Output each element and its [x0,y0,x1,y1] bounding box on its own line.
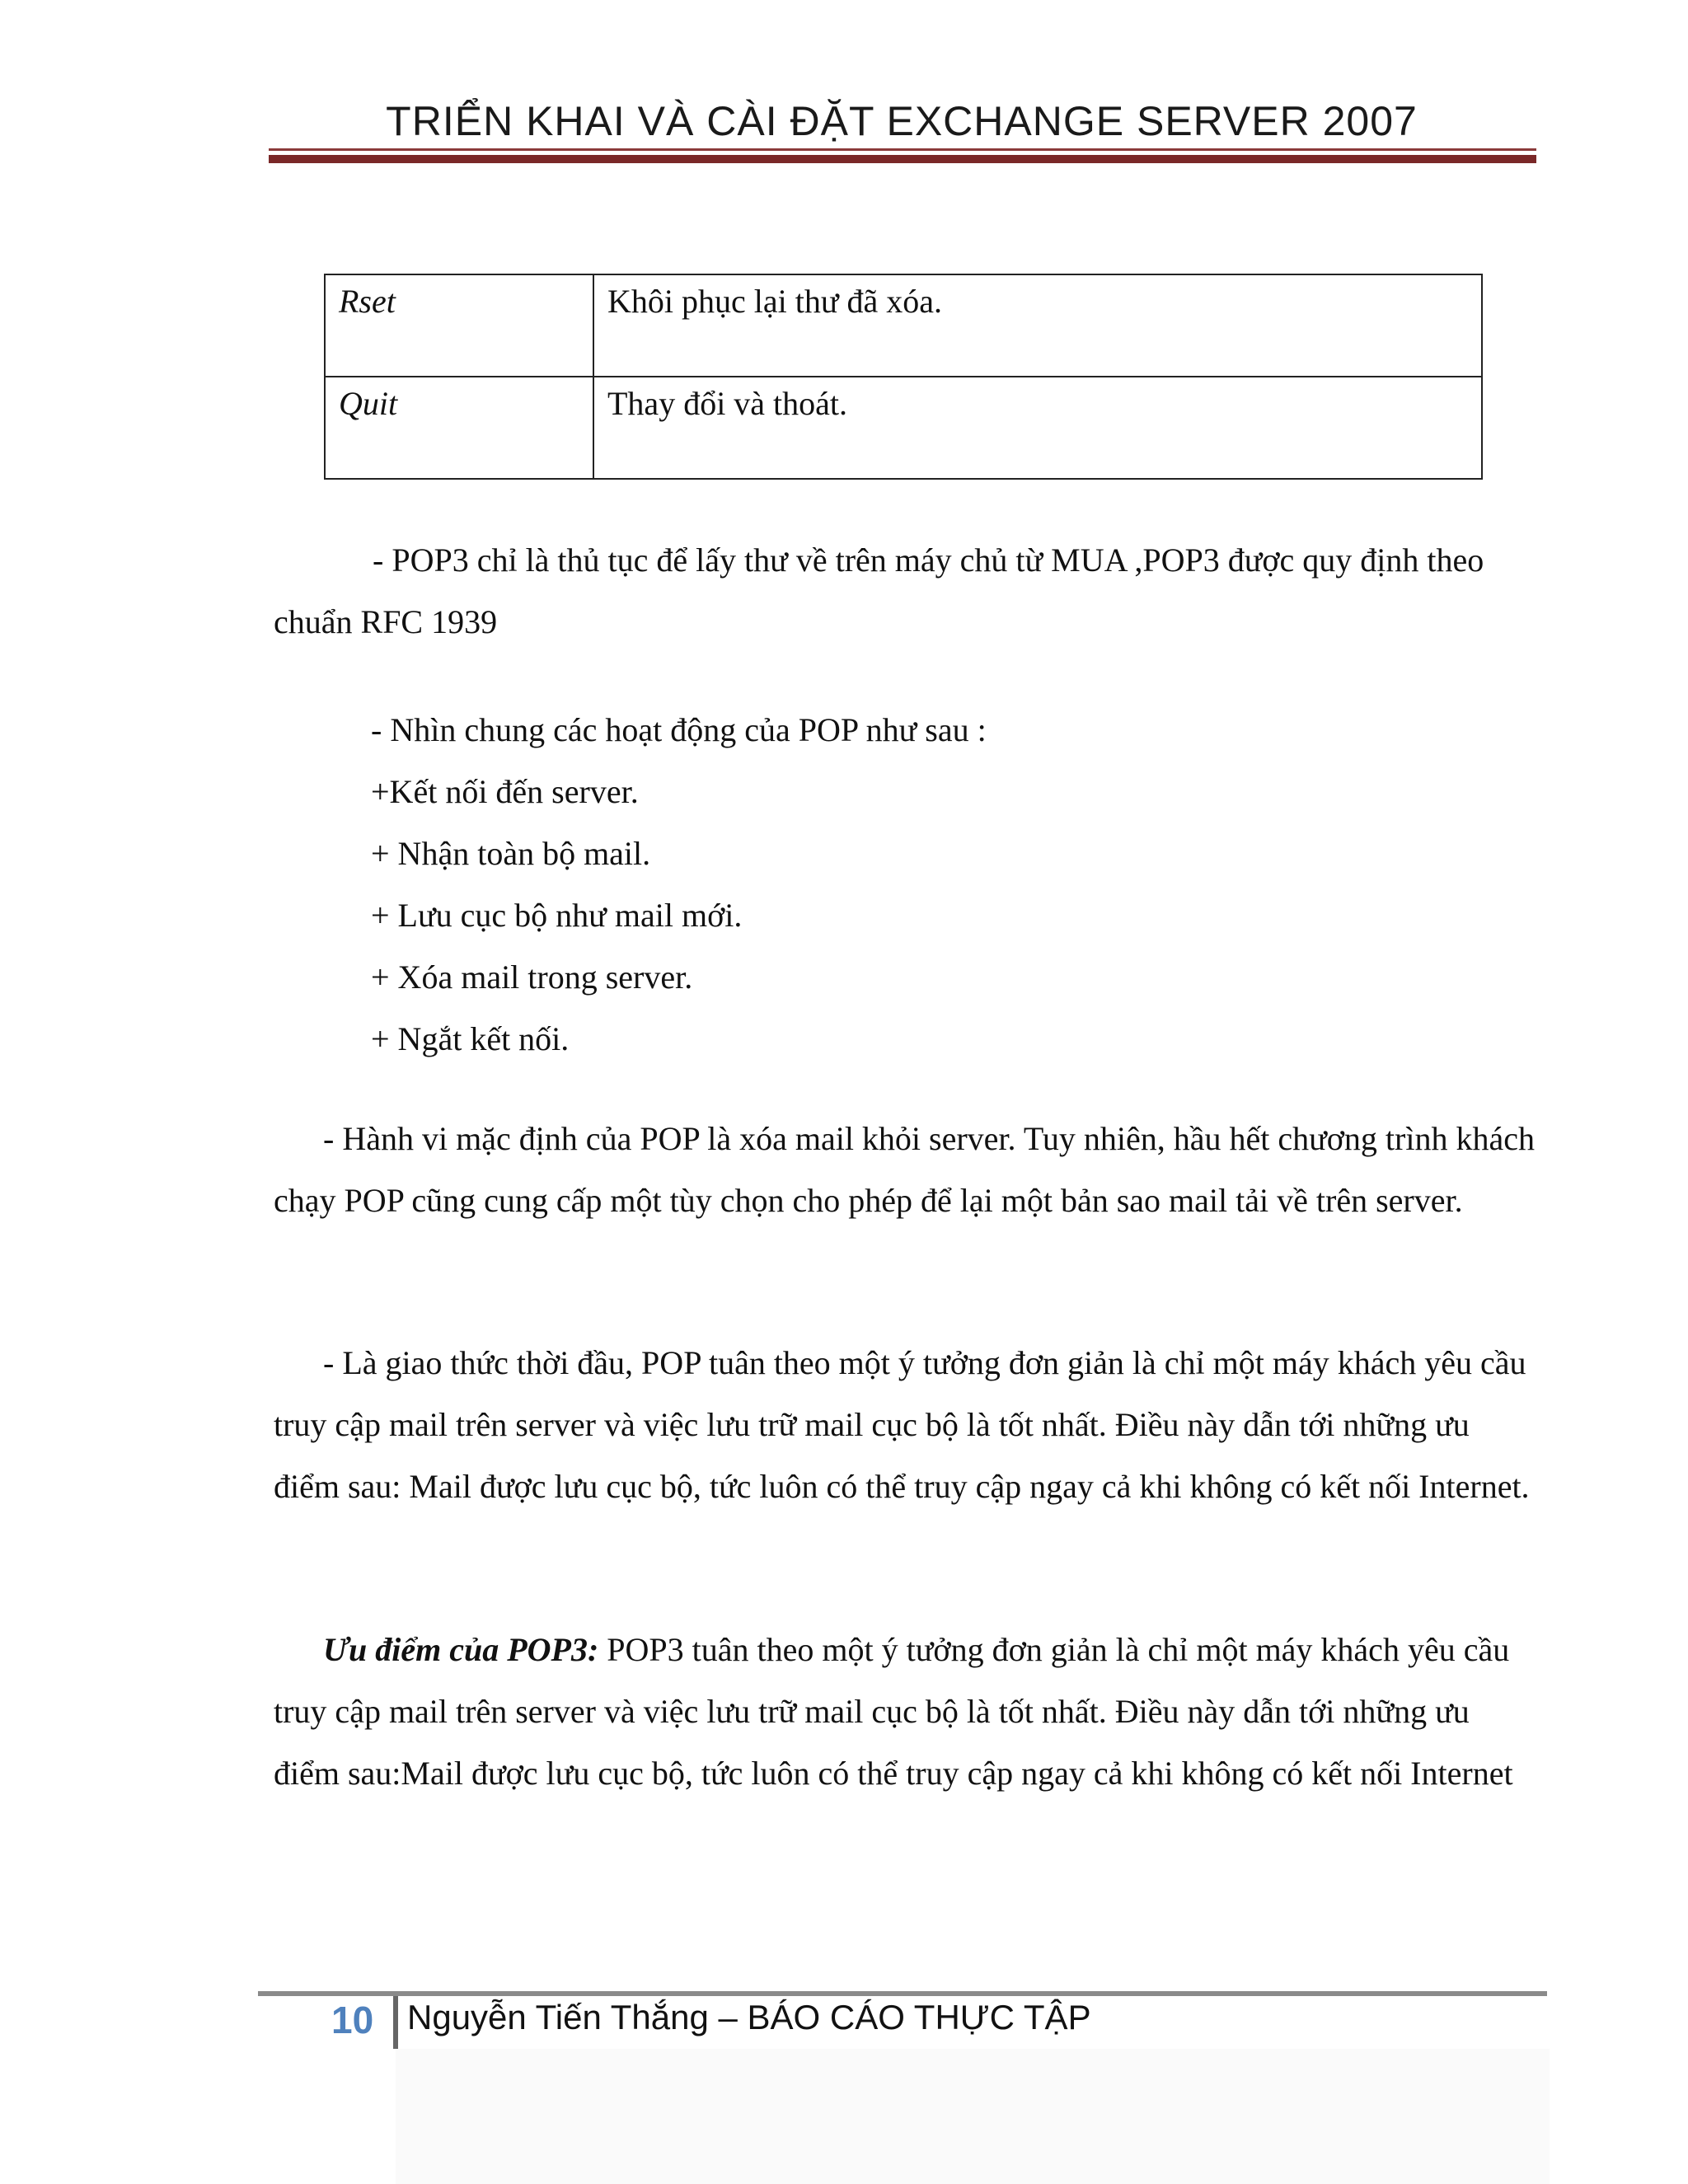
footer-rule [258,1991,1547,1996]
advantages-label: Ưu điểm của POP3: [323,1631,599,1668]
page-header-title: TRIỂN KHAI VÀ CÀI ĐẶT EXCHANGE SERVER 2007 [386,98,1418,144]
list-intro: - Nhìn chung các hoạt động của POP như sau : [371,711,987,748]
list-item: + Nhận toàn bộ mail. [371,835,651,872]
commands-table [324,274,1483,480]
table-row [325,377,1482,479]
paragraph-default-behavior: - Hành vi mặc định của POP là xóa mail khỏi server. Tuy nhiên, hầu hết chương trình khách chạy POP cũng cung cấp một tùy chọn cho phép để lại một bản sao mail tải về trên server. [274,1120,1535,1219]
description-cell: Khôi phục lại thư đã xóa. [593,274,1482,377]
table-row [325,274,1482,377]
paragraph-pop3-advantages [274,1619,1543,1804]
footer-shade [396,2049,1550,2184]
header-rule-thick [269,155,1536,163]
footer-divider [393,1996,398,2049]
list-item: + Lưu cục bộ như mail mới. [371,897,743,934]
footer-author-title: Nguyễn Tiến Thắng – BÁO CÁO THỰC TẬP [407,1998,1091,2036]
list-item: + Ngắt kết nối. [371,1020,570,1057]
list-item: + Xóa mail trong server. [371,958,693,996]
command-cell: Rset [325,274,593,377]
paragraph-early-protocol: - Là giao thức thời đầu, POP tuân theo một ý tưởng đơn giản là chỉ một máy khách yêu cầu truy cập mail trên server và việc lưu trữ mail cục bộ là tốt nhất. Điều này dẫn tới những ưu điểm sau: Mail được lưu cục bộ, tức luôn có thể truy cập ngay cả khi không có kết nối Internet. [274,1344,1530,1505]
command-cell: Quit [325,377,593,479]
description-cell: Thay đổi và thoát. [593,377,1482,479]
list-item: +Kết nối đến server. [371,773,639,810]
header-rule-thin [269,148,1536,151]
paragraph-pop3-intro: - POP3 chỉ là thủ tục để lấy thư về trên máy chủ từ MUA ,POP3 được quy định theo chuẩn RFC 1939 [274,541,1484,640]
advantages-text: POP3 tuân theo một ý tưởng đơn giản là chỉ một máy khách yêu cầu truy cập mail trên server và việc lưu trữ mail cục bộ là tốt nhất. Điều này dẫn tới những ưu điểm sau:Mail được lưu cục bộ, tức luôn có thể truy cập ngay cả khi không có kết nối Internet [274,1631,1513,1792]
page-number: 10 [331,1999,374,2041]
